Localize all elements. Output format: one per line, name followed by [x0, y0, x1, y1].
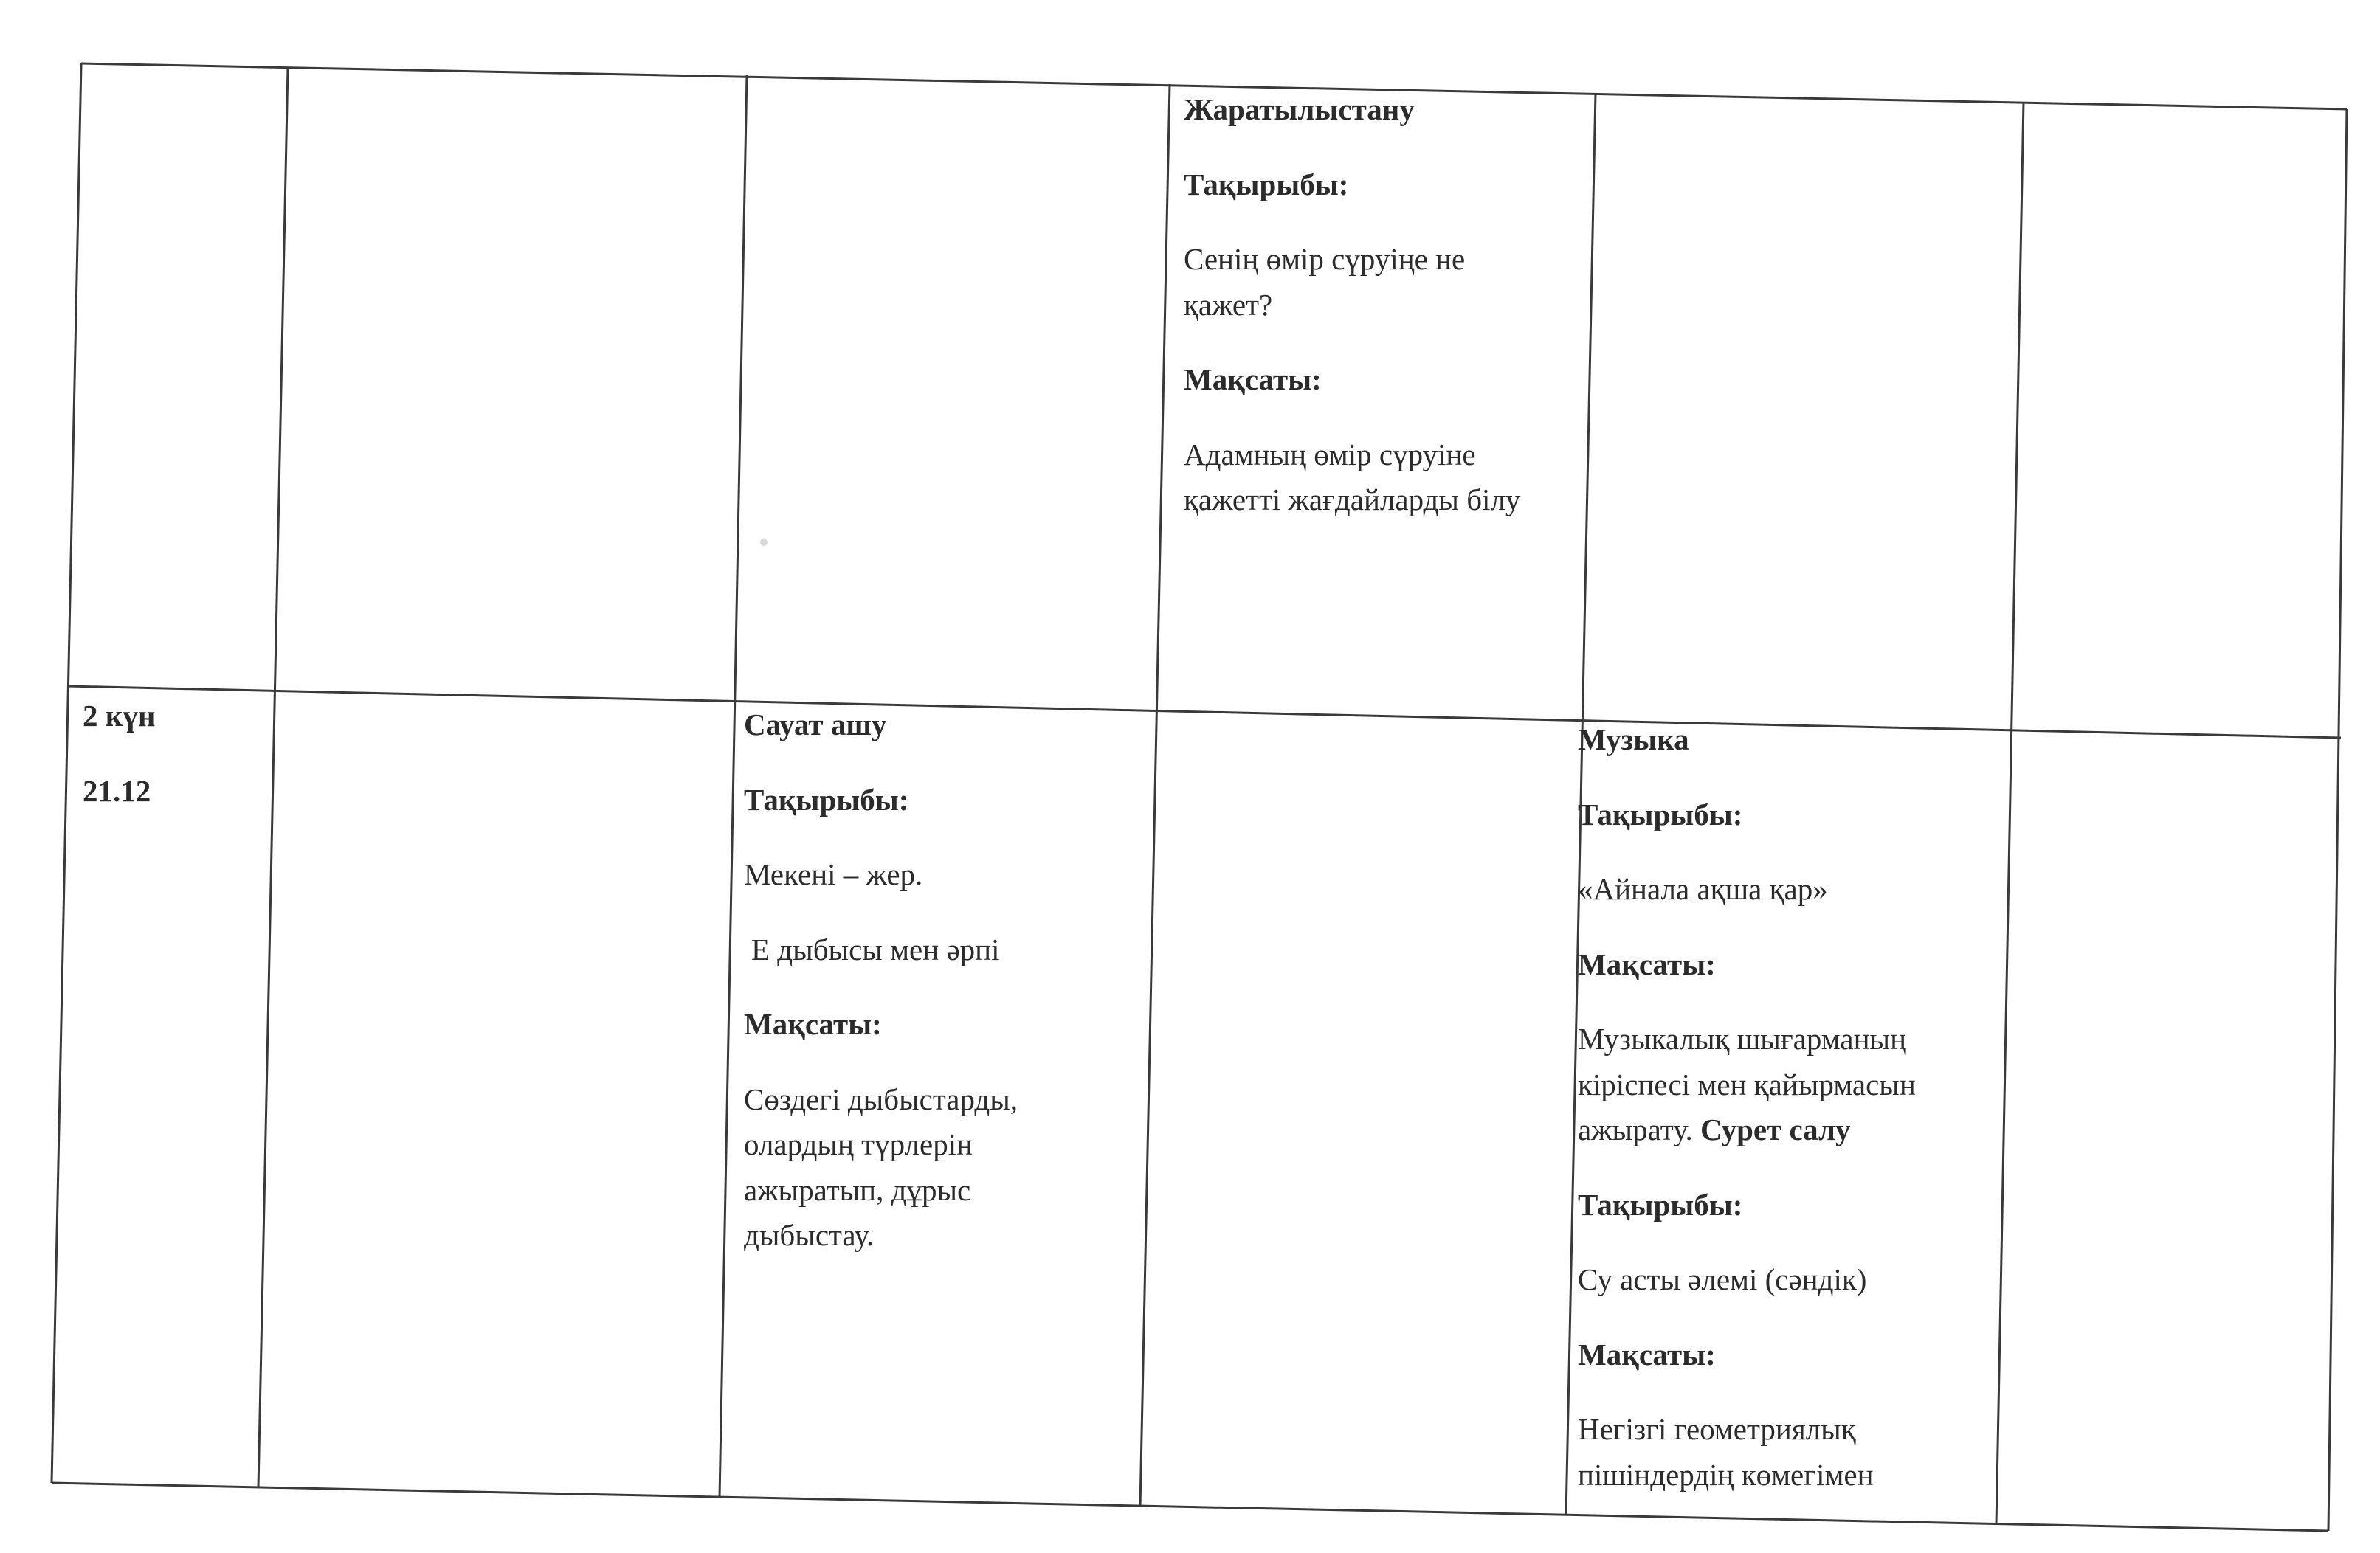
music-topic: «Айнала ақша қар»	[1578, 872, 1828, 906]
science-topic-label: Тақырыбы:	[1184, 167, 1349, 201]
literacy-goal-label: Мақсаты:	[744, 1007, 882, 1041]
literacy-topic-line2: Е дыбысы мен әрпі	[751, 932, 1000, 966]
science-topic: Сенің өмір сүруіңе не қажет?	[1184, 242, 1466, 322]
literacy-topic-label: Тақырыбы:	[744, 782, 909, 817]
science-cell	[1184, 87, 1582, 553]
drawing-subject: Сурет салу	[1700, 1113, 1851, 1146]
table-left-border	[52, 63, 81, 1483]
col-divider-1	[258, 68, 288, 1487]
date-label: 21.12	[83, 773, 151, 808]
literacy-topic-line1: Мекені – жер.	[744, 857, 923, 891]
col-divider-2	[720, 75, 747, 1498]
literacy-subject: Сауат ашу	[744, 708, 887, 741]
drawing-goal: Негізгі геометриялық пішіндердің көмегімен	[1578, 1412, 1874, 1492]
music-topic-label: Тақырыбы:	[1578, 797, 1743, 831]
drawing-topic: Су асты әлемі (сәндік)	[1578, 1262, 1867, 1296]
science-subject: Жаратылыстану	[1184, 92, 1415, 126]
table-right-border	[2328, 109, 2347, 1531]
music-goal-line3: ажырату.	[1578, 1113, 1693, 1146]
music-goal: Музыкалық шығарманың кіріспесі мен қайырмасын ажырату. Сурет салу	[1578, 1022, 1916, 1146]
drawing-topic-label: Тақырыбы:	[1578, 1187, 1743, 1222]
music-goal-label: Мақсаты:	[1578, 947, 1716, 981]
literacy-goal: Сөздегі дыбыстарды, олардың түрлерін ажыратып, дұрыс дыбыстау.	[744, 1082, 1018, 1252]
science-goal-label: Мақсаты:	[1184, 362, 1322, 396]
col-divider-3	[1140, 84, 1170, 1507]
day-cell	[83, 694, 252, 843]
scan-speck	[760, 539, 768, 546]
music-subject: Музыка	[1578, 722, 1689, 756]
science-goal: Адамның өмір сүруіне қажетті жағдайларды білу	[1184, 437, 1521, 516]
day-label: 2 күн	[83, 699, 156, 733]
drawing-goal-label: Мақсаты:	[1578, 1337, 1716, 1372]
music-cell	[1578, 717, 2006, 1527]
literacy-cell	[744, 702, 1142, 1288]
